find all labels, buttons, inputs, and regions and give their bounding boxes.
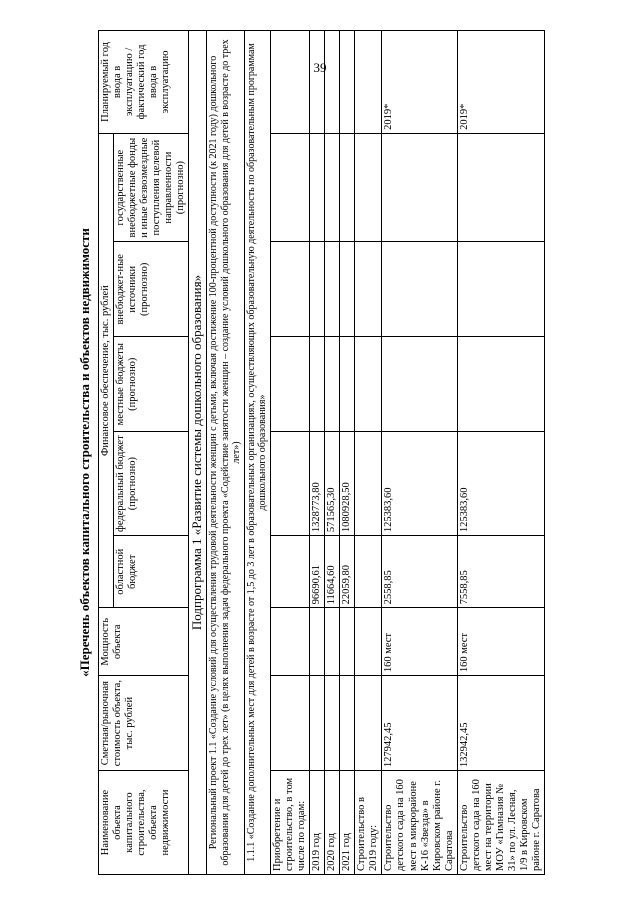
cell-name: 2020 год [325,771,340,875]
cell-local [457,337,544,432]
cell-regional: 22059,80 [340,536,355,608]
cell-capacity [340,608,355,676]
cell-regional: 7558,85 [457,536,544,608]
cell-regional: 11664,60 [325,536,340,608]
cell-offbudget [340,242,355,337]
table-row [310,31,325,875]
cell-federal [270,432,309,536]
cell-name: Строительство детского сада на 160 мест в микрорайоне К-16 «Звезда» в Кировском районе г. Саратова [382,771,457,875]
cell-local [325,337,340,432]
cell-year [325,31,340,134]
cell-federal: 125383,60 [382,432,457,536]
cell-capacity [310,608,325,676]
cell-local [382,337,457,432]
cell-federal: 125383,60 [457,432,544,536]
cell-funds [355,133,382,242]
objects-table [98,30,545,875]
cell-regional: 96690,61 [310,536,325,608]
table-row [382,31,457,875]
header-finance-group: Финансовое обеспечение, тыс. рублей [99,133,114,608]
cell-year [340,31,355,134]
cell-cost [355,676,382,771]
table-row [340,31,355,875]
cell-capacity: 160 мест [457,608,544,676]
cell-offbudget [355,242,382,337]
cell-regional [355,536,382,608]
cell-funds [340,133,355,242]
cell-funds [310,133,325,242]
cell-local [355,337,382,432]
cell-cost [325,676,340,771]
cell-year: 2019* [457,31,544,134]
cell-federal: 1328773,80 [310,432,325,536]
cell-name: Строительство в 2019 году: [355,771,382,875]
document-title: «Перечень объектов капитального строительства и объектов недвижимости [77,228,92,677]
subprogram-title: Подпрограмма 1 «Развитие системы дошкольного образования» [189,31,207,875]
cell-funds [270,133,309,242]
cell-federal [355,432,382,536]
table-row [457,31,544,875]
cell-cost [310,676,325,771]
cell-regional: 2558,85 [382,536,457,608]
table-row [325,31,340,875]
cell-offbudget [270,242,309,337]
cell-offbudget [325,242,340,337]
header-regional: областной бюджет [114,536,189,608]
cell-offbudget [310,242,325,337]
cell-funds [457,133,544,242]
cell-cost: 132942,45 [457,676,544,771]
cell-name: 2019 год [310,771,325,875]
cell-year [270,31,309,134]
cell-cost: 127942,45 [382,676,457,771]
cell-name: Приобретение и строительство, в том числе по годам: [270,771,309,875]
cell-local [270,337,309,432]
cell-capacity [355,608,382,676]
activity-text: 1.1.1 «Создание дополнительных мест для детей в возрасте от 1,5 до 3 лет в образовательных организациях, осуществляющих образовательную деятельность по образовательным программам дошкольного образования» [244,31,270,875]
cell-year [310,31,325,134]
header-offbudget: внебюджет-ные источники (прогнозно) [114,242,189,337]
cell-cost [340,676,355,771]
regional-project-text: Региональный проект 1.1 «Создание условий для осуществления трудовой деятельности женщин с детьми, включая достижение 100-процентной доступности (к 2021 году) дошкольного образования для детей до трех лет» (в целях выполнения задач федерального проекта «Содействие занятости женщин – создание условий дошкольного образования для детей в возрасте до трех лет») [207,31,245,875]
header-funds: государственные внебюджетные фонды и иные безвозмездные поступления целевой направленности (прогнозно) [114,133,189,242]
cell-funds [382,133,457,242]
cell-name: Строительство детского сада на 160 мест на территории МОУ «Гимназия № 31» по ул. Лесная, 1/9 в Кировском районе г. Саратова [457,771,544,875]
header-federal: федеральный бюджет (прогнозно) [114,432,189,536]
cell-funds [325,133,340,242]
cell-local [310,337,325,432]
header-cost: Сметная/рыночная стоимость объекта, тыс. рублей [99,676,189,771]
cell-year: 2019* [382,31,457,134]
cell-offbudget [457,242,544,337]
cell-federal: 1080928,50 [340,432,355,536]
page-number: 39 [313,60,327,75]
cell-local [340,337,355,432]
header-year: Планируемый год ввода в эксплуатацию / фактический год ввода в эксплуатацию [99,31,189,134]
cell-name: 2021 год [340,771,355,875]
header-name: Наименование объекта капитального строительства, объекта недвижимости [99,771,189,875]
cell-capacity [325,608,340,676]
cell-cost [270,676,309,771]
cell-federal: 571565,30 [325,432,340,536]
header-capacity: Мощность объекта [99,608,189,676]
cell-offbudget [382,242,457,337]
cell-year [355,31,382,134]
table-row [270,31,309,875]
cell-capacity [270,608,309,676]
table-row [355,31,382,875]
cell-capacity: 160 мест [382,608,457,676]
header-local: местные бюджеты (прогнозно) [114,337,189,432]
cell-regional [270,536,309,608]
rotated-page-content [72,30,592,875]
